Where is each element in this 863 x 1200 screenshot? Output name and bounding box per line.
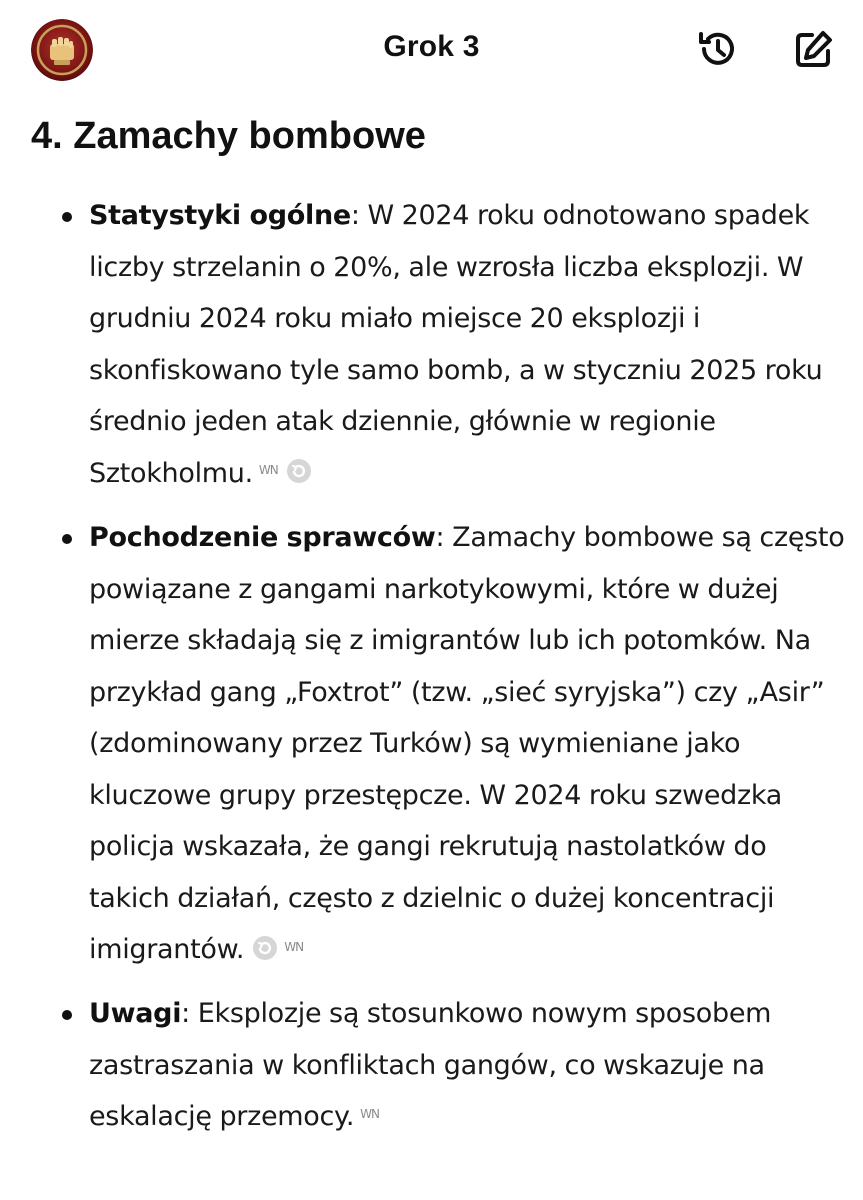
source-link-icon[interactable]: [286, 458, 312, 484]
bullet-dot: [62, 534, 72, 544]
app-title: Grok 3: [383, 30, 480, 63]
list-item-label: Statystyki ogólne: [89, 200, 351, 231]
source-badge[interactable]: WN: [284, 939, 304, 954]
list-item-label: Uwagi: [89, 998, 182, 1029]
bullet-dot: [62, 212, 72, 222]
new-chat-button[interactable]: [792, 27, 836, 71]
section-heading: 4. Zamachy bombowe: [31, 115, 426, 157]
source-badge[interactable]: WN: [360, 1106, 380, 1121]
top-bar: [0, 0, 863, 100]
list-item-label: Pochodzenie sprawców: [89, 522, 436, 553]
list-item-text: Uwagi: Eksplozje są stosunkowo nowym sposobem zastraszania w konfliktach gangów, co wskazuje na eskalację przemocy. WN: [89, 988, 849, 1143]
source-link-icon[interactable]: [252, 935, 278, 961]
list-item-text: Statystyki ogólne: W 2024 roku odnotowano spadek liczby strzelanin o 20%, ale wzrosła liczba eksplozji. W grudniu 2024 roku miało miejsce 20 eksplozji i skonfiskowano tyle samo bomb, a w styczniu 2025 roku średnio jeden atak dziennie, głównie w regionie Sztokholmu. WN: [89, 190, 849, 500]
bullet-dot: [62, 1010, 72, 1020]
history-button[interactable]: [696, 27, 740, 71]
source-badge[interactable]: WN: [258, 463, 278, 478]
history-icon: [696, 27, 740, 71]
list-item-text: Pochodzenie sprawców: Zamachy bombowe są często powiązane z gangami narkotykowymi, które w dużej mierze składają się z imigrantów lub ich potomków. Na przykład gang „Foxtrot” (tzw. „sieć syryjska”) czy „Asir” (zdominowany przez Turków) są wymieniane jako kluczowe grupy przestępcze. W 2024 roku szwedzka policja wskazała, że gangi rekrutują nastolatków do takich działań, często z dzielnic o dużej koncentracji imigrantów. WN: [89, 512, 849, 976]
compose-icon: [792, 27, 836, 71]
